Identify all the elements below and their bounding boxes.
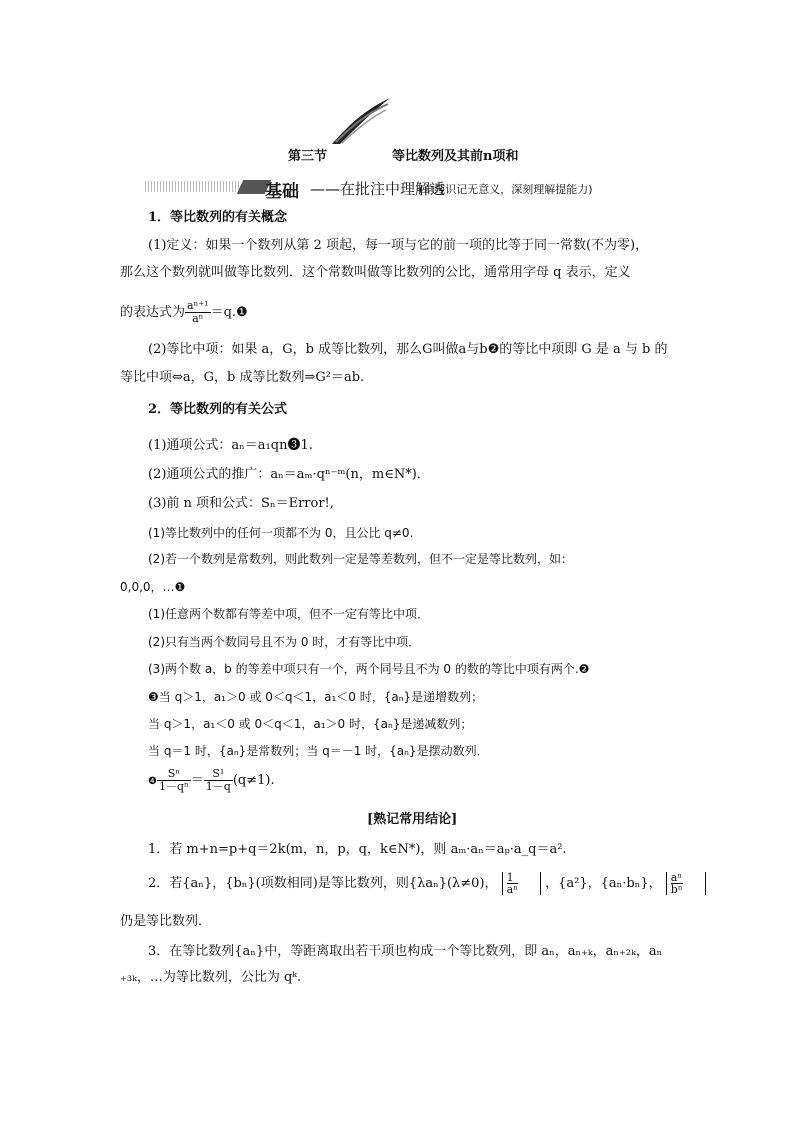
section-2-heading: 2．等比数列的有关公式 [148, 402, 288, 417]
conclusion-3-line-1: 3．在等比数列{aₙ}中，等距离取出若干项也构成一个等比数列，即 aₙ，aₙ₊ₖ，aₙ₊₂ₖ，aₙ [148, 944, 663, 959]
note-9-fraction-2-num: S¹ [204, 768, 233, 781]
conclusion-1: 1．若 m+n=p+q＝2k(m，n，p，q，k∈N*)，则 aₘ·aₙ＝aₚ·a_q＝a². [148, 842, 567, 857]
quotient-denominator: bⁿ [670, 883, 683, 896]
note-8: 当 q＝1 时，{aₙ}是常数列；当 q＝－1 时，{aₙ}是摆动数列． [148, 744, 489, 758]
ratio-fraction [185, 300, 211, 325]
definition-prefix: 的表达式为 [120, 305, 186, 320]
ratio-denominator: aⁿ [192, 312, 204, 325]
conclusion-2-prefix: 2．若{aₙ}，{bₙ}(项数相同)是等比数列，则{λaₙ}(λ≠0)， [148, 876, 498, 891]
definition-suffix: ＝q.❶ [210, 305, 248, 320]
note-7: 当 q＞1，a₁＜0 或 0＜q＜1，a₁＞0 时，{aₙ}是递减数列； [148, 717, 473, 731]
definition-line-1: (1)定义：如果一个数列从第 2 项起，每一项与它的前一项的比等于同一常数(不为零)， [148, 238, 649, 253]
note-9-fraction-1-den: 1－qⁿ [158, 780, 189, 793]
sum-formula: (3)前 n 项和公式：Sₙ＝Error!, [148, 496, 334, 511]
note-3: (1)任意两个数都有等差中项，但不一定有等比中项． [148, 607, 430, 621]
note-9-condition: (q≠1). [232, 773, 275, 788]
quotient-numerator: aⁿ [670, 871, 683, 884]
reciprocal-denominator: aⁿ [506, 883, 518, 896]
note-9 [148, 768, 275, 793]
note-9-fraction-1-num: Sⁿ [157, 768, 191, 781]
ratio-numerator: aⁿ⁺¹ [187, 299, 209, 312]
section-number: 第三节 [288, 149, 328, 164]
general-term-extension: (2)通项公式的推广：aₙ＝aₘ·qⁿ⁻ᵐ(n，m∈N*)． [148, 467, 430, 482]
conclusion-2-line-1 [148, 872, 706, 895]
definition-line-2: 那么这个数列就叫做等比数列．这个常数叫做等比数列的公比，通常用字母 q 表示，定义 [120, 265, 631, 280]
section-1-heading: 1．等比数列的有关概念 [148, 210, 288, 225]
note-4: (2)只有当两个数同号且不为 0 时，才有等比中项． [148, 635, 421, 649]
conclusions-heading: [熟记常用结论] [367, 812, 458, 827]
banner-sub-label: ——在批注中理解透 [310, 180, 446, 198]
note-9-equals: ＝ [190, 773, 204, 788]
general-term-formula: (1)通项公式：aₙ＝a₁qn❸1. [148, 438, 313, 453]
note-6: ❸当 q＞1，a₁＞0 或 0＜q＜1，a₁＜0 时，{aₙ}是递增数列； [148, 690, 484, 704]
banner-main-label: 基础 [265, 182, 299, 202]
conclusion-2-middle: ，{a²}，{aₙ·bₙ}， [545, 876, 662, 891]
geometric-mean-line-1: (2)等比中项：如果 a，G，b 成等比数列，那么G叫做a与b❷的等比中项即 G 是 a 与 b 的 [148, 342, 668, 357]
definition-line-3 [120, 300, 248, 325]
note-2-line-1: (2)若一个数列是常数列，则此数列一定是等差数列，但不一定是等比数列，如： [148, 552, 574, 566]
geometric-mean-line-2: 等比中项⇔a，G，b 成等比数列⇒G²＝ab. [120, 370, 365, 385]
banner-hatch-decoration [145, 181, 240, 192]
banner [145, 178, 675, 202]
banner-note: (单纯识记无意义，深刻理解提能力) [419, 183, 593, 196]
swoosh-logo-icon [330, 96, 392, 146]
note-5: (3)两个数 a，b 的等差中项只有一个，两个同号且不为 0 的数的等比中项有两个.❷ [148, 662, 590, 676]
quotient-sequence-box [666, 872, 706, 895]
reciprocal-sequence-box [502, 872, 541, 895]
note-1: (1)等比数列中的任何一项都不为 0，且公比 q≠0. [148, 526, 414, 540]
conclusion-2-line-2: 仍是等比数列． [120, 914, 212, 929]
note-9-fraction-2-den: 1－q [205, 780, 231, 793]
note-9-fraction-1 [157, 768, 191, 793]
reciprocal-numerator: 1 [506, 871, 514, 884]
conclusion-3-line-2: ₊₃ₖ，…为等比数列，公比为 qᵏ. [120, 970, 302, 985]
note-2-line-2: 0,0,0，…❶ [120, 580, 186, 594]
page-title: 等比数列及其前n项和 [392, 149, 519, 164]
note-9-marker: ❹ [148, 776, 157, 787]
note-9-fraction-2 [204, 768, 233, 793]
